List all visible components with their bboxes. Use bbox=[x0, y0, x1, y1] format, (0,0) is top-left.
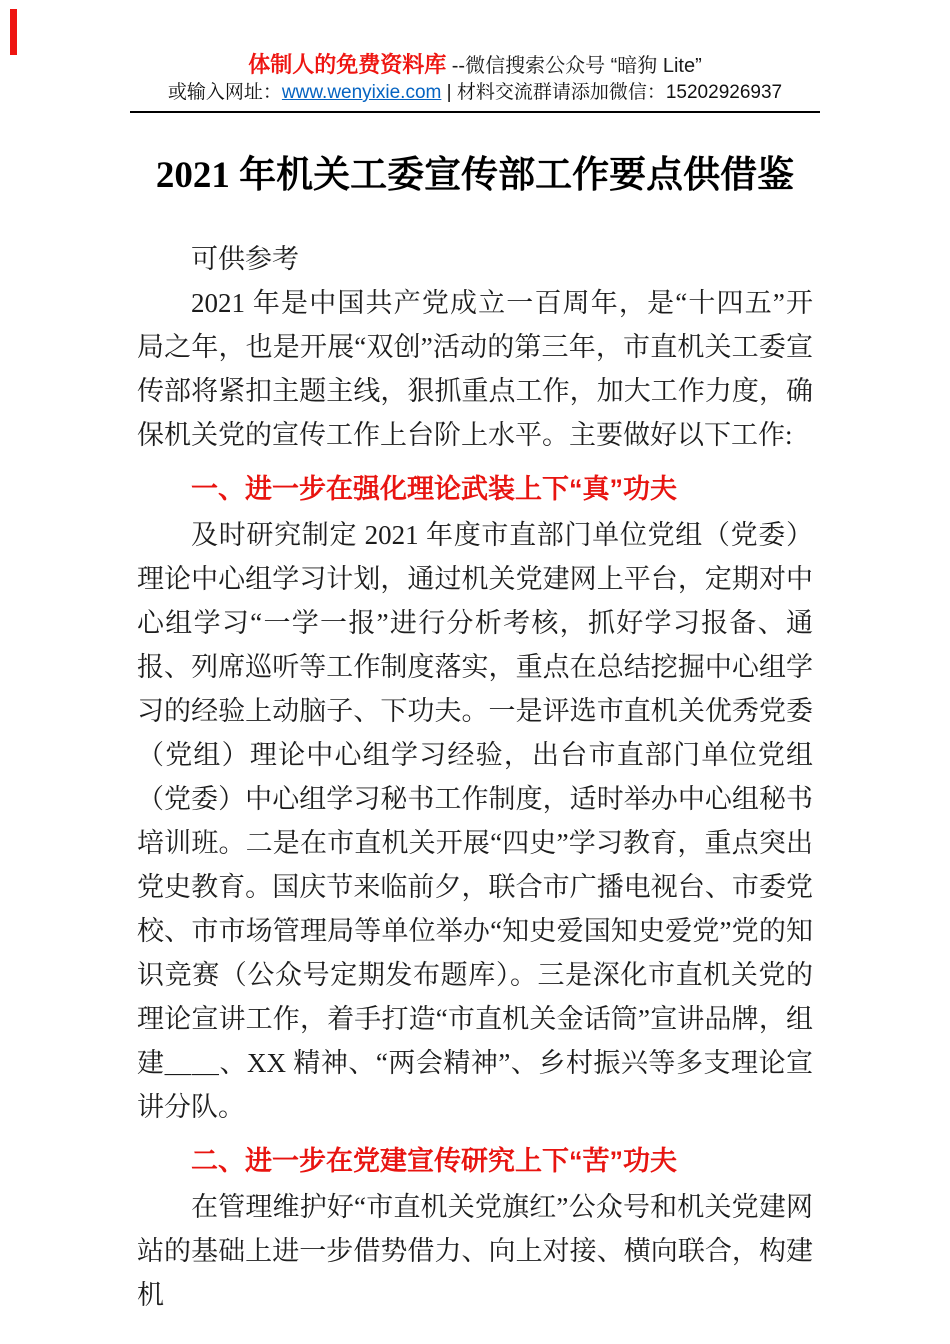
promo-wechat-text: --微信搜索公众号 “暗狗 Lite” bbox=[446, 55, 702, 77]
section-2-paragraph: 在管理维护好“市直机关党旗红”公众号和机关党建网站的基础上进一步借势借力、向上对接、横向联合，构建机 bbox=[137, 1192, 813, 1310]
promo-header-line2 bbox=[0, 81, 950, 105]
section-1-paragraph: 及时研究制定 2021 年度市直部门单位党组（党委）理论中心组学习计划，通过机关党建网上平台，定期对中心组学习“一学一报”进行分析考核，抓好学习报备、通报、列席巡听等工作制度落实，重点在总结挖掘中心组学习的经验上动脑子、下功夫。一是评选市直机关优秀党委（党组）理论中心组学习经验，出台市直部门单位党组（党委）中心组学习秘书工作制度，适时举办中心组秘书培训班。二是在市直机关开展“四史”学习教育，重点突出党史教育。国庆节来临前夕，联合市广播电视台、市委党校、市市场管理局等单位举办“知史爱国知史爱党”党的知识竞赛（公众号定期发布题库）。三是深化市直机关党的理论宣讲工作，着手打造“市直机关金话筒”宣讲品牌，组建＿＿、XX 精神、“两会精神”、乡村振兴等多支理论宣讲分队。 bbox=[137, 520, 813, 1122]
intro-paragraph: 2021 年是中国共产党成立一百周年，是“十四五”开局之年，也是开展“双创”活动的第三年，市直机关工委宣传部将紧扣主题主线，狠抓重点工作，加大工作力度，确保机关党的宣传工作上台阶上水平。主要做好以下工作: bbox=[137, 288, 813, 450]
red-margin-marker bbox=[10, 9, 17, 55]
header-divider bbox=[130, 111, 820, 113]
subtitle-note: 可供参考 bbox=[191, 244, 299, 274]
contact-text: | 材料交流群请添加微信：15202926937 bbox=[441, 82, 783, 103]
document-title: 2021 年机关工委宣传部工作要点供借鉴 bbox=[155, 155, 795, 196]
promo-header-line1 bbox=[0, 52, 950, 79]
document-body bbox=[137, 153, 813, 1317]
brand-name: 体制人的免费资料库 bbox=[248, 52, 447, 77]
promo-header bbox=[0, 0, 950, 113]
section-heading-1: 一、进一步在强化理论武装上下“真”功夫 bbox=[191, 474, 677, 504]
section-heading-2: 二、进一步在党建宣传研究上下“苦”功夫 bbox=[191, 1146, 677, 1176]
url-prefix-text: 或输入网址： bbox=[167, 82, 282, 103]
website-link[interactable]: www.wenyixie.com bbox=[281, 82, 442, 103]
